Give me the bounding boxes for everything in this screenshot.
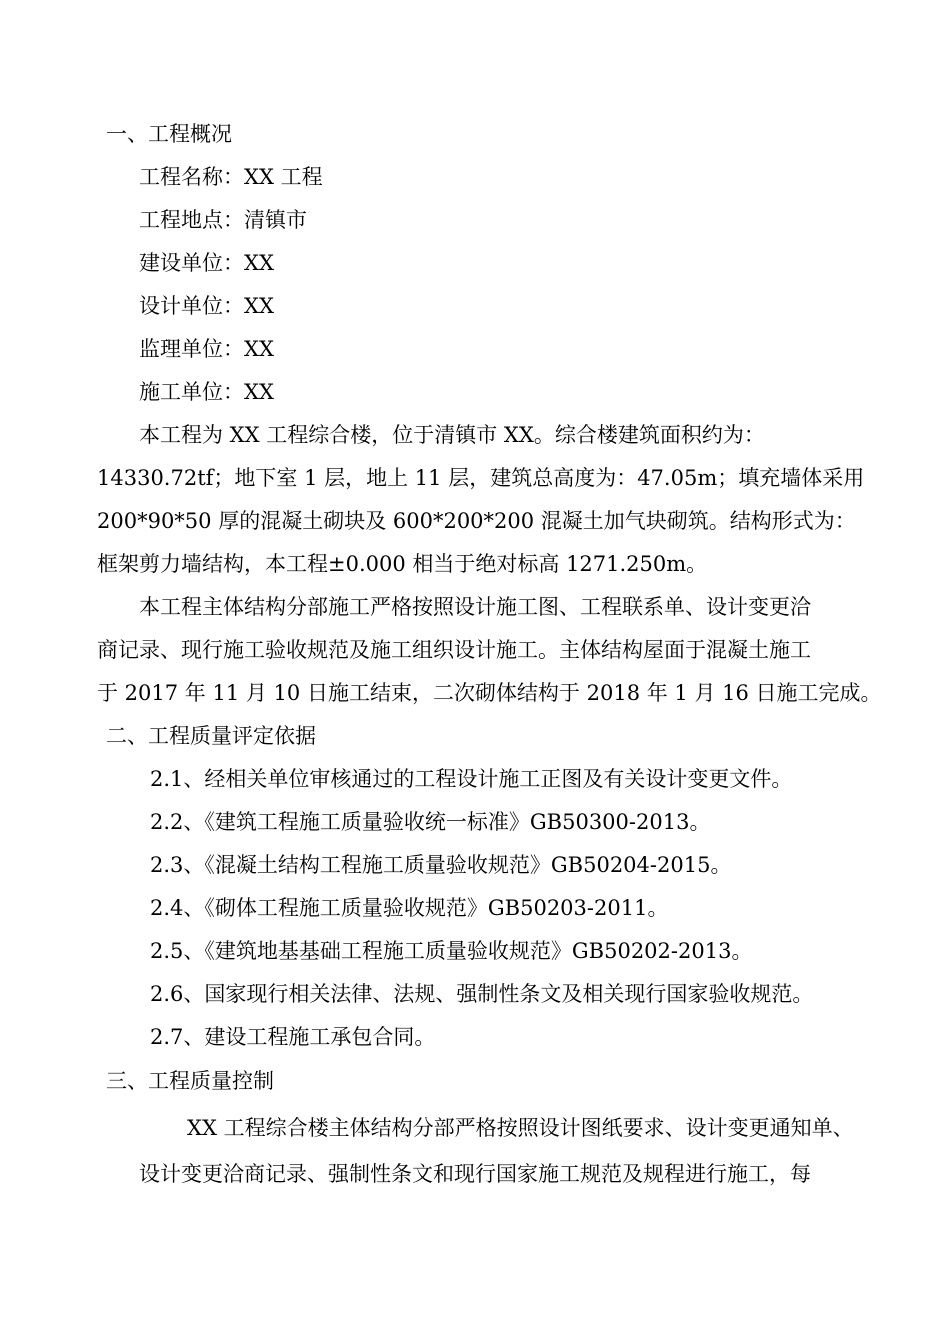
control-paragraph-line-2: 设计变更洽商记录、强制性条文和现行国家施工规范及规程进行施工，每 bbox=[139, 1162, 811, 1186]
contractor-unit-line: 施工单位：XX bbox=[139, 380, 274, 404]
design-unit-line: 设计单位：XX bbox=[139, 294, 274, 318]
basis-item: 2.1、经相关单位审核通过的工程设计施工正图及有关设计变更文件。 bbox=[150, 767, 793, 791]
basis-item: 2.6、国家现行相关法律、法规、强制性条文及相关现行国家验收规范。 bbox=[150, 982, 814, 1006]
project-name-line: 工程名称：XX 工程 bbox=[139, 165, 323, 189]
overview-paragraph-1-line-2: 14330.72tf；地下室 1 层，地上 11 层，建筑总高度为：47.05m；填充墙体采用 bbox=[97, 466, 865, 490]
overview-paragraph-2-line-2: 商记录、现行施工验收规范及施工组织设计施工。主体结构屋面于混凝土施工 bbox=[97, 638, 811, 662]
basis-item: 2.4、《砌体工程施工质量验收规范》GB50203-2011。 bbox=[150, 896, 669, 920]
overview-paragraph-1-line-1: 本工程为 XX 工程综合楼，位于清镇市 XX。综合楼建筑面积约为： bbox=[139, 423, 765, 447]
control-paragraph-line-1: XX 工程综合楼主体结构分部严格按照设计图纸要求、设计变更通知单、 bbox=[187, 1116, 854, 1140]
supervision-unit-line: 监理单位：XX bbox=[139, 337, 274, 361]
basis-item: 2.3、《混凝土结构工程施工质量验收规范》GB50204-2015。 bbox=[150, 853, 732, 877]
section-heading-basis: 二、工程质量评定依据 bbox=[106, 724, 316, 748]
project-location-line: 工程地点：清镇市 bbox=[139, 208, 307, 232]
basis-item: 2.5、《建筑地基基础工程施工质量验收规范》GB50202-2013。 bbox=[150, 939, 753, 963]
basis-item: 2.2、《建筑工程施工质量验收统一标准》GB50300-2013。 bbox=[150, 810, 711, 834]
section-heading-control: 三、工程质量控制 bbox=[106, 1069, 274, 1093]
section-heading-overview: 一、工程概况 bbox=[106, 122, 232, 146]
overview-paragraph-1-line-3: 200*90*50 厚的混凝土砌块及 600*200*200 混凝土加气块砌筑。结构形式为： bbox=[97, 509, 856, 533]
overview-paragraph-2-line-3: 于 2017 年 11 月 10 日施工结束，二次砌体结构于 2018 年 1 月 16 日施工完成。 bbox=[97, 681, 882, 705]
basis-item: 2.7、建设工程施工承包合同。 bbox=[150, 1025, 436, 1049]
overview-paragraph-2-line-1: 本工程主体结构分部施工严格按照设计施工图、工程联系单、设计变更洽 bbox=[139, 595, 811, 619]
construction-unit-line: 建设单位：XX bbox=[139, 251, 274, 275]
overview-paragraph-1-line-4: 框架剪力墙结构，本工程±0.000 相当于绝对标高 1271.250m。 bbox=[97, 552, 708, 576]
